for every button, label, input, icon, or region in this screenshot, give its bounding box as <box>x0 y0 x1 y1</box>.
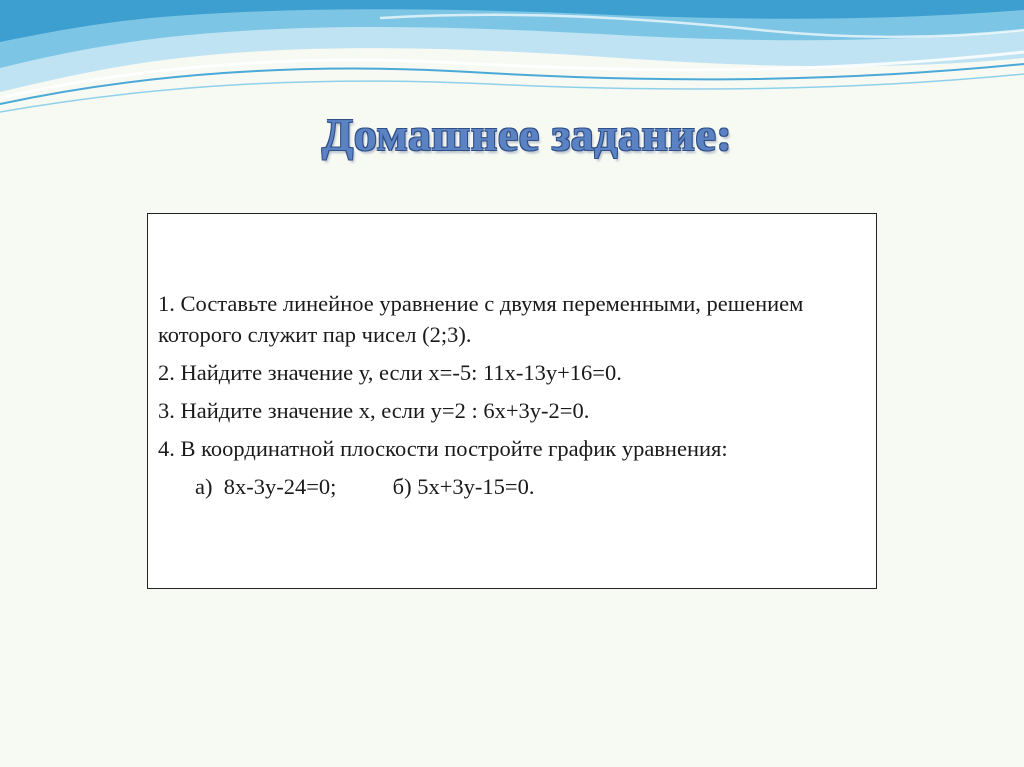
slide-title: Домашнее задание: <box>321 109 733 160</box>
task-list <box>158 288 858 509</box>
task-item-2: 2. Найдите значение у, если х=-5: 11х-13у+16=0. <box>158 360 622 385</box>
task-item-3: 3. Найдите значение х, если у=2 : 6х+3у-2=0. <box>158 398 590 423</box>
task-item-4-subtasks: а) 8х-3у-24=0; б) 5х+3у-15=0. <box>195 474 535 499</box>
task-item-4: 4. В координатной плоскости постройте график уравнения: <box>158 436 728 461</box>
task-item-1: 1. Составьте линейное уравнение с двумя переменными, решением которого служит пар чисел (2;3). <box>158 291 804 347</box>
homework-box <box>147 213 877 589</box>
decorative-wave-header <box>0 0 1024 120</box>
